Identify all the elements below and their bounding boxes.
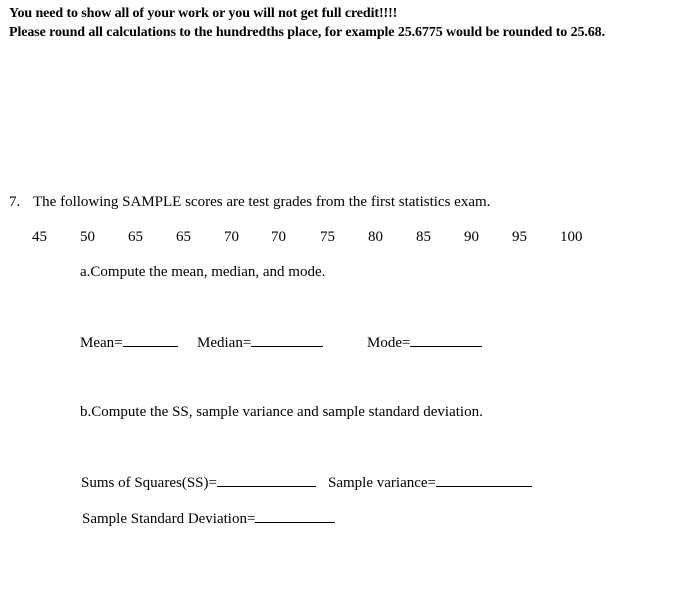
mode-answer-blank[interactable] [410,334,482,347]
score-value: 90 [464,229,479,245]
part-a-prompt: a.Compute the mean, median, and mode. [80,264,326,280]
score-value: 65 [176,229,191,245]
part-b-prompt: b.Compute the SS, sample variance and sample standard deviation. [80,404,483,420]
ss-field [81,474,316,492]
median-answer-blank[interactable] [251,334,323,347]
ss-label: Sums of Squares(SS)= [81,475,217,491]
score-value: 50 [80,229,95,245]
score-value: 70 [271,229,286,245]
question-prompt: The following SAMPLE scores are test grades from the first statistics exam. [33,194,491,210]
median-field [197,334,323,352]
score-value: 85 [416,229,431,245]
score-value: 75 [320,229,335,245]
variance-answer-blank[interactable] [436,474,532,487]
score-value: 65 [128,229,143,245]
instruction-show-work: You need to show all of your work or you will not get full credit!!!! [9,6,398,21]
sd-answer-blank[interactable] [255,510,335,523]
score-value: 45 [32,229,47,245]
ss-answer-blank[interactable] [217,474,316,487]
score-value: 95 [512,229,527,245]
score-value: 80 [368,229,383,245]
variance-label: Sample variance= [328,475,436,491]
mean-answer-blank[interactable] [123,334,178,347]
instruction-rounding: Please round all calculations to the hundredths place, for example 25.6775 would be rounded to 25.68. [9,25,605,40]
mean-field [80,334,178,352]
question-number: 7. [9,194,21,210]
median-label: Median= [197,335,252,351]
mean-label: Mean= [80,335,123,351]
variance-field [328,474,532,492]
sd-field [82,510,335,528]
sd-label: Sample Standard Deviation= [82,511,256,527]
score-value: 70 [224,229,239,245]
score-value: 100 [560,229,583,245]
mode-field [367,334,482,352]
mode-label: Mode= [367,335,411,351]
